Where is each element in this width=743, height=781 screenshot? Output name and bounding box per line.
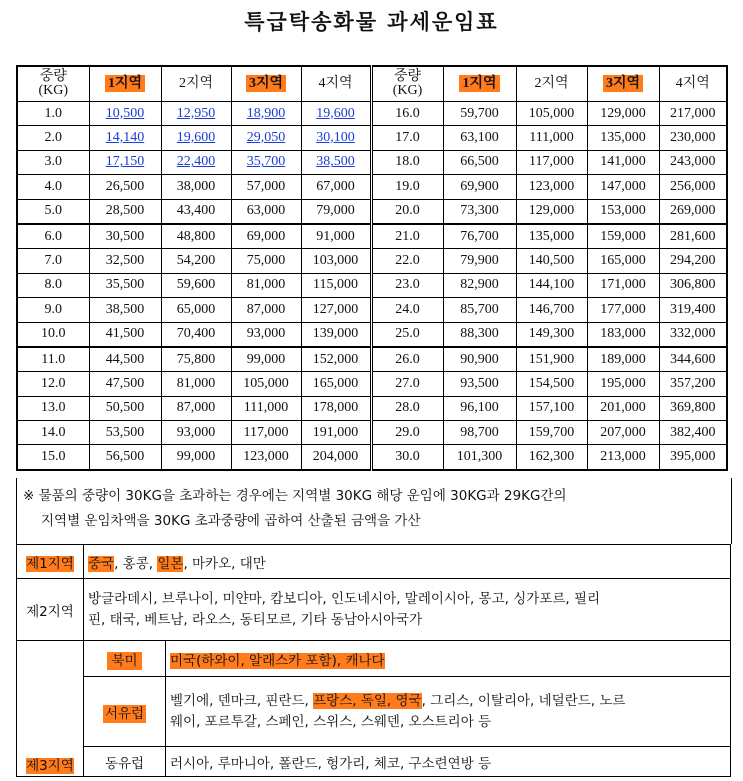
rate-cell: 357,200 bbox=[659, 372, 727, 396]
rate-cell: 30,500 bbox=[89, 224, 161, 249]
table-row bbox=[17, 175, 727, 199]
weight-cell: 21.0 bbox=[371, 224, 443, 249]
rate-cell: 87,000 bbox=[231, 298, 301, 322]
surcharge-note bbox=[16, 478, 732, 544]
rate-cell: 111,000 bbox=[516, 126, 587, 150]
rate-cell: 269,000 bbox=[659, 199, 727, 224]
rate-cell: 256,000 bbox=[659, 175, 727, 199]
rate-cell: 369,800 bbox=[659, 396, 727, 420]
rate-cell: 59,600 bbox=[161, 273, 231, 297]
rate-cell: 165,000 bbox=[587, 249, 659, 273]
rate-cell: 195,000 bbox=[587, 372, 659, 396]
weight-cell: 9.0 bbox=[17, 298, 89, 322]
zone1-countries: 중국, 홍콩, 일본, 마카오, 대만 bbox=[84, 545, 731, 579]
zone2-countries: 방글라데시, 브루나이, 미얀마, 캄보디아, 인도네시아, 말레이시아, 몽고, 싱가포르, 필리 핀, 태국, 베트남, 라오스, 동티모르, 기타 동남아시아국가 bbox=[84, 579, 731, 641]
table-row bbox=[17, 347, 727, 372]
weight-cell: 25.0 bbox=[371, 322, 443, 347]
weight-cell: 10.0 bbox=[17, 322, 89, 347]
weight-cell: 24.0 bbox=[371, 298, 443, 322]
rate-cell: 47,500 bbox=[89, 372, 161, 396]
table-row bbox=[17, 224, 727, 249]
rate-cell: 230,000 bbox=[659, 126, 727, 150]
rate-cell: 88,300 bbox=[443, 322, 516, 347]
rate-cell: 59,700 bbox=[443, 102, 516, 126]
weight-cell: 26.0 bbox=[371, 347, 443, 372]
table-row bbox=[17, 126, 727, 150]
rate-cell: 115,000 bbox=[301, 273, 371, 297]
rate-cell: 154,500 bbox=[516, 372, 587, 396]
north-america-label: 북미 bbox=[84, 641, 166, 677]
rate-cell: 140,500 bbox=[516, 249, 587, 273]
weight-cell: 5.0 bbox=[17, 199, 89, 224]
rate-cell: 101,300 bbox=[443, 445, 516, 470]
rate-cell: 162,300 bbox=[516, 445, 587, 470]
rate-cell: 79,900 bbox=[443, 249, 516, 273]
rate-cell[interactable]: 19,600 bbox=[161, 126, 231, 150]
rate-cell: 171,000 bbox=[587, 273, 659, 297]
rate-cell: 67,000 bbox=[301, 175, 371, 199]
weight-cell: 13.0 bbox=[17, 396, 89, 420]
rate-cell: 382,400 bbox=[659, 421, 727, 445]
rate-cell: 93,500 bbox=[443, 372, 516, 396]
rate-cell[interactable]: 38,500 bbox=[301, 150, 371, 174]
rate-cell[interactable]: 18,900 bbox=[231, 102, 301, 126]
rate-cell[interactable]: 35,700 bbox=[231, 150, 301, 174]
rate-cell: 183,000 bbox=[587, 322, 659, 347]
rate-cell: 123,000 bbox=[231, 445, 301, 470]
weight-cell: 17.0 bbox=[371, 126, 443, 150]
rate-cell: 191,000 bbox=[301, 421, 371, 445]
page-title: 특급탁송화물 과세운임표 bbox=[244, 10, 499, 34]
rate-cell[interactable]: 29,050 bbox=[231, 126, 301, 150]
rate-cell: 63,100 bbox=[443, 126, 516, 150]
rate-cell: 243,000 bbox=[659, 150, 727, 174]
table-row bbox=[17, 421, 727, 445]
zone3-label: 제3지역 bbox=[17, 641, 84, 777]
weight-cell: 28.0 bbox=[371, 396, 443, 420]
table-row bbox=[17, 249, 727, 273]
weight-cell: 16.0 bbox=[371, 102, 443, 126]
rate-cell: 294,200 bbox=[659, 249, 727, 273]
east-europe-label: 동유럽 bbox=[84, 747, 166, 777]
rate-cell: 85,700 bbox=[443, 298, 516, 322]
zone2-header: 2지역 bbox=[516, 66, 587, 102]
weight-cell: 14.0 bbox=[17, 421, 89, 445]
rate-cell: 41,500 bbox=[89, 322, 161, 347]
rate-cell: 139,000 bbox=[301, 322, 371, 347]
rate-cell: 135,000 bbox=[516, 224, 587, 249]
rate-cell: 127,000 bbox=[301, 298, 371, 322]
weight-cell: 8.0 bbox=[17, 273, 89, 297]
west-europe-countries: 벨기에, 덴마크, 핀란드, 프랑스, 독일, 영국, 그리스, 이탈리아, 네덜란드, 노르 웨이, 포르투갈, 스페인, 스위스, 스웨덴, 오스트리아 등 bbox=[166, 677, 731, 747]
rate-cell: 99,000 bbox=[161, 445, 231, 470]
rate-cell[interactable]: 14,140 bbox=[89, 126, 161, 150]
rate-cell[interactable]: 22,400 bbox=[161, 150, 231, 174]
rate-cell: 146,700 bbox=[516, 298, 587, 322]
table-row bbox=[17, 150, 727, 174]
weight-cell: 15.0 bbox=[17, 445, 89, 470]
rate-cell: 75,800 bbox=[161, 347, 231, 372]
weight-cell: 23.0 bbox=[371, 273, 443, 297]
rate-cell: 57,000 bbox=[231, 175, 301, 199]
rate-cell: 50,500 bbox=[89, 396, 161, 420]
rate-cell: 149,300 bbox=[516, 322, 587, 347]
rate-cell: 73,300 bbox=[443, 199, 516, 224]
rate-cell: 105,000 bbox=[516, 102, 587, 126]
zone3-header: 3지역 bbox=[231, 66, 301, 102]
zone-table bbox=[16, 544, 731, 777]
west-europe-label: 서유럽 bbox=[84, 677, 166, 747]
rate-cell: 159,700 bbox=[516, 421, 587, 445]
rate-cell: 117,000 bbox=[231, 421, 301, 445]
north-america-countries: 미국(하와이, 알래스카 포함), 캐나다 bbox=[166, 641, 731, 677]
rate-cell: 70,400 bbox=[161, 322, 231, 347]
weight-cell: 11.0 bbox=[17, 347, 89, 372]
table-row bbox=[17, 396, 727, 420]
note-line-1: ※ 물품의 중량이 30KG을 초과하는 경우에는 지역별 30KG 해당 운임에 30KG과 29KG간의 bbox=[23, 488, 567, 504]
rate-cell[interactable]: 12,950 bbox=[161, 102, 231, 126]
zone2-label: 제2지역 bbox=[17, 579, 84, 641]
rate-cell: 69,900 bbox=[443, 175, 516, 199]
rate-cell: 103,000 bbox=[301, 249, 371, 273]
rate-cell[interactable]: 17,150 bbox=[89, 150, 161, 174]
weight-cell: 6.0 bbox=[17, 224, 89, 249]
zone3-header: 3지역 bbox=[587, 66, 659, 102]
rate-cell: 38,500 bbox=[89, 298, 161, 322]
rate-cell: 75,000 bbox=[231, 249, 301, 273]
rate-cell: 48,800 bbox=[161, 224, 231, 249]
weight-cell: 2.0 bbox=[17, 126, 89, 150]
rate-cell: 129,000 bbox=[516, 199, 587, 224]
rate-cell: 56,500 bbox=[89, 445, 161, 470]
rate-cell: 213,000 bbox=[587, 445, 659, 470]
rate-cell: 54,200 bbox=[161, 249, 231, 273]
rate-cell: 135,000 bbox=[587, 126, 659, 150]
zone4-header: 4지역 bbox=[301, 66, 371, 102]
rate-cell: 66,500 bbox=[443, 150, 516, 174]
weight-cell: 4.0 bbox=[17, 175, 89, 199]
rate-cell: 44,500 bbox=[89, 347, 161, 372]
weight-cell: 22.0 bbox=[371, 249, 443, 273]
zone2-header: 2지역 bbox=[161, 66, 231, 102]
weight-cell: 30.0 bbox=[371, 445, 443, 470]
weight-cell: 18.0 bbox=[371, 150, 443, 174]
zone1-header: 1지역 bbox=[89, 66, 161, 102]
rate-cell: 153,000 bbox=[587, 199, 659, 224]
table-row bbox=[17, 445, 727, 470]
rate-cell: 319,400 bbox=[659, 298, 727, 322]
weight-cell: 27.0 bbox=[371, 372, 443, 396]
rate-cell: 76,700 bbox=[443, 224, 516, 249]
weight-cell: 12.0 bbox=[17, 372, 89, 396]
table-row bbox=[17, 102, 727, 126]
rate-cell: 141,000 bbox=[587, 150, 659, 174]
zone1-header: 1지역 bbox=[443, 66, 516, 102]
table-row bbox=[17, 298, 727, 322]
rate-cell: 177,000 bbox=[587, 298, 659, 322]
rate-cell: 93,000 bbox=[161, 421, 231, 445]
rate-cell: 123,000 bbox=[516, 175, 587, 199]
rate-cell: 281,600 bbox=[659, 224, 727, 249]
rate-cell: 63,000 bbox=[231, 199, 301, 224]
weight-cell: 7.0 bbox=[17, 249, 89, 273]
rate-cell: 117,000 bbox=[516, 150, 587, 174]
rate-cell: 306,800 bbox=[659, 273, 727, 297]
rate-table bbox=[16, 65, 728, 471]
rate-cell: 204,000 bbox=[301, 445, 371, 470]
rate-cell: 99,000 bbox=[231, 347, 301, 372]
rate-cell: 129,000 bbox=[587, 102, 659, 126]
rate-cell: 217,000 bbox=[659, 102, 727, 126]
weight-header: 중량 (KG) bbox=[17, 66, 89, 102]
rate-cell: 207,000 bbox=[587, 421, 659, 445]
rate-cell: 201,000 bbox=[587, 396, 659, 420]
rate-cell: 28,500 bbox=[89, 199, 161, 224]
rate-cell: 93,000 bbox=[231, 322, 301, 347]
rate-cell: 147,000 bbox=[587, 175, 659, 199]
weight-cell: 20.0 bbox=[371, 199, 443, 224]
zone4-header: 4지역 bbox=[659, 66, 727, 102]
rate-cell: 344,600 bbox=[659, 347, 727, 372]
east-europe-countries: 러시아, 루마니아, 폴란드, 헝가리, 체코, 구소련연방 등 bbox=[166, 747, 731, 777]
rate-cell: 111,000 bbox=[231, 396, 301, 420]
rate-cell: 81,000 bbox=[231, 273, 301, 297]
rate-cell: 189,000 bbox=[587, 347, 659, 372]
rate-cell: 82,900 bbox=[443, 273, 516, 297]
rate-cell: 35,500 bbox=[89, 273, 161, 297]
weight-cell: 19.0 bbox=[371, 175, 443, 199]
rate-cell: 151,900 bbox=[516, 347, 587, 372]
rate-cell: 79,000 bbox=[301, 199, 371, 224]
weight-cell: 3.0 bbox=[17, 150, 89, 174]
rate-cell: 165,000 bbox=[301, 372, 371, 396]
rate-cell: 38,000 bbox=[161, 175, 231, 199]
weight-header: 중량 (KG) bbox=[371, 66, 443, 102]
rate-cell: 144,100 bbox=[516, 273, 587, 297]
table-row bbox=[17, 199, 727, 224]
weight-cell: 1.0 bbox=[17, 102, 89, 126]
rate-cell: 105,000 bbox=[231, 372, 301, 396]
zone1-label: 제1지역 bbox=[17, 545, 84, 579]
rate-cell[interactable]: 19,600 bbox=[301, 102, 371, 126]
rate-cell: 395,000 bbox=[659, 445, 727, 470]
weight-cell: 29.0 bbox=[371, 421, 443, 445]
rate-cell: 90,900 bbox=[443, 347, 516, 372]
rate-cell: 96,100 bbox=[443, 396, 516, 420]
rate-cell: 43,400 bbox=[161, 199, 231, 224]
rate-cell[interactable]: 10,500 bbox=[89, 102, 161, 126]
rate-cell: 98,700 bbox=[443, 421, 516, 445]
rate-cell: 81,000 bbox=[161, 372, 231, 396]
note-line-2: 지역별 운임차액을 30KG 초과중량에 곱하여 산출된 금액을 가산 bbox=[41, 513, 421, 529]
rate-cell: 178,000 bbox=[301, 396, 371, 420]
rate-cell: 332,000 bbox=[659, 322, 727, 347]
rate-cell: 152,000 bbox=[301, 347, 371, 372]
rate-cell: 159,000 bbox=[587, 224, 659, 249]
rate-cell: 91,000 bbox=[301, 224, 371, 249]
rate-cell: 65,000 bbox=[161, 298, 231, 322]
rate-cell: 32,500 bbox=[89, 249, 161, 273]
rate-cell[interactable]: 30,100 bbox=[301, 126, 371, 150]
rate-cell: 53,500 bbox=[89, 421, 161, 445]
table-row bbox=[17, 372, 727, 396]
rate-cell: 26,500 bbox=[89, 175, 161, 199]
rate-cell: 69,000 bbox=[231, 224, 301, 249]
table-row bbox=[17, 273, 727, 297]
rate-cell: 87,000 bbox=[161, 396, 231, 420]
table-row bbox=[17, 322, 727, 347]
rate-cell: 157,100 bbox=[516, 396, 587, 420]
